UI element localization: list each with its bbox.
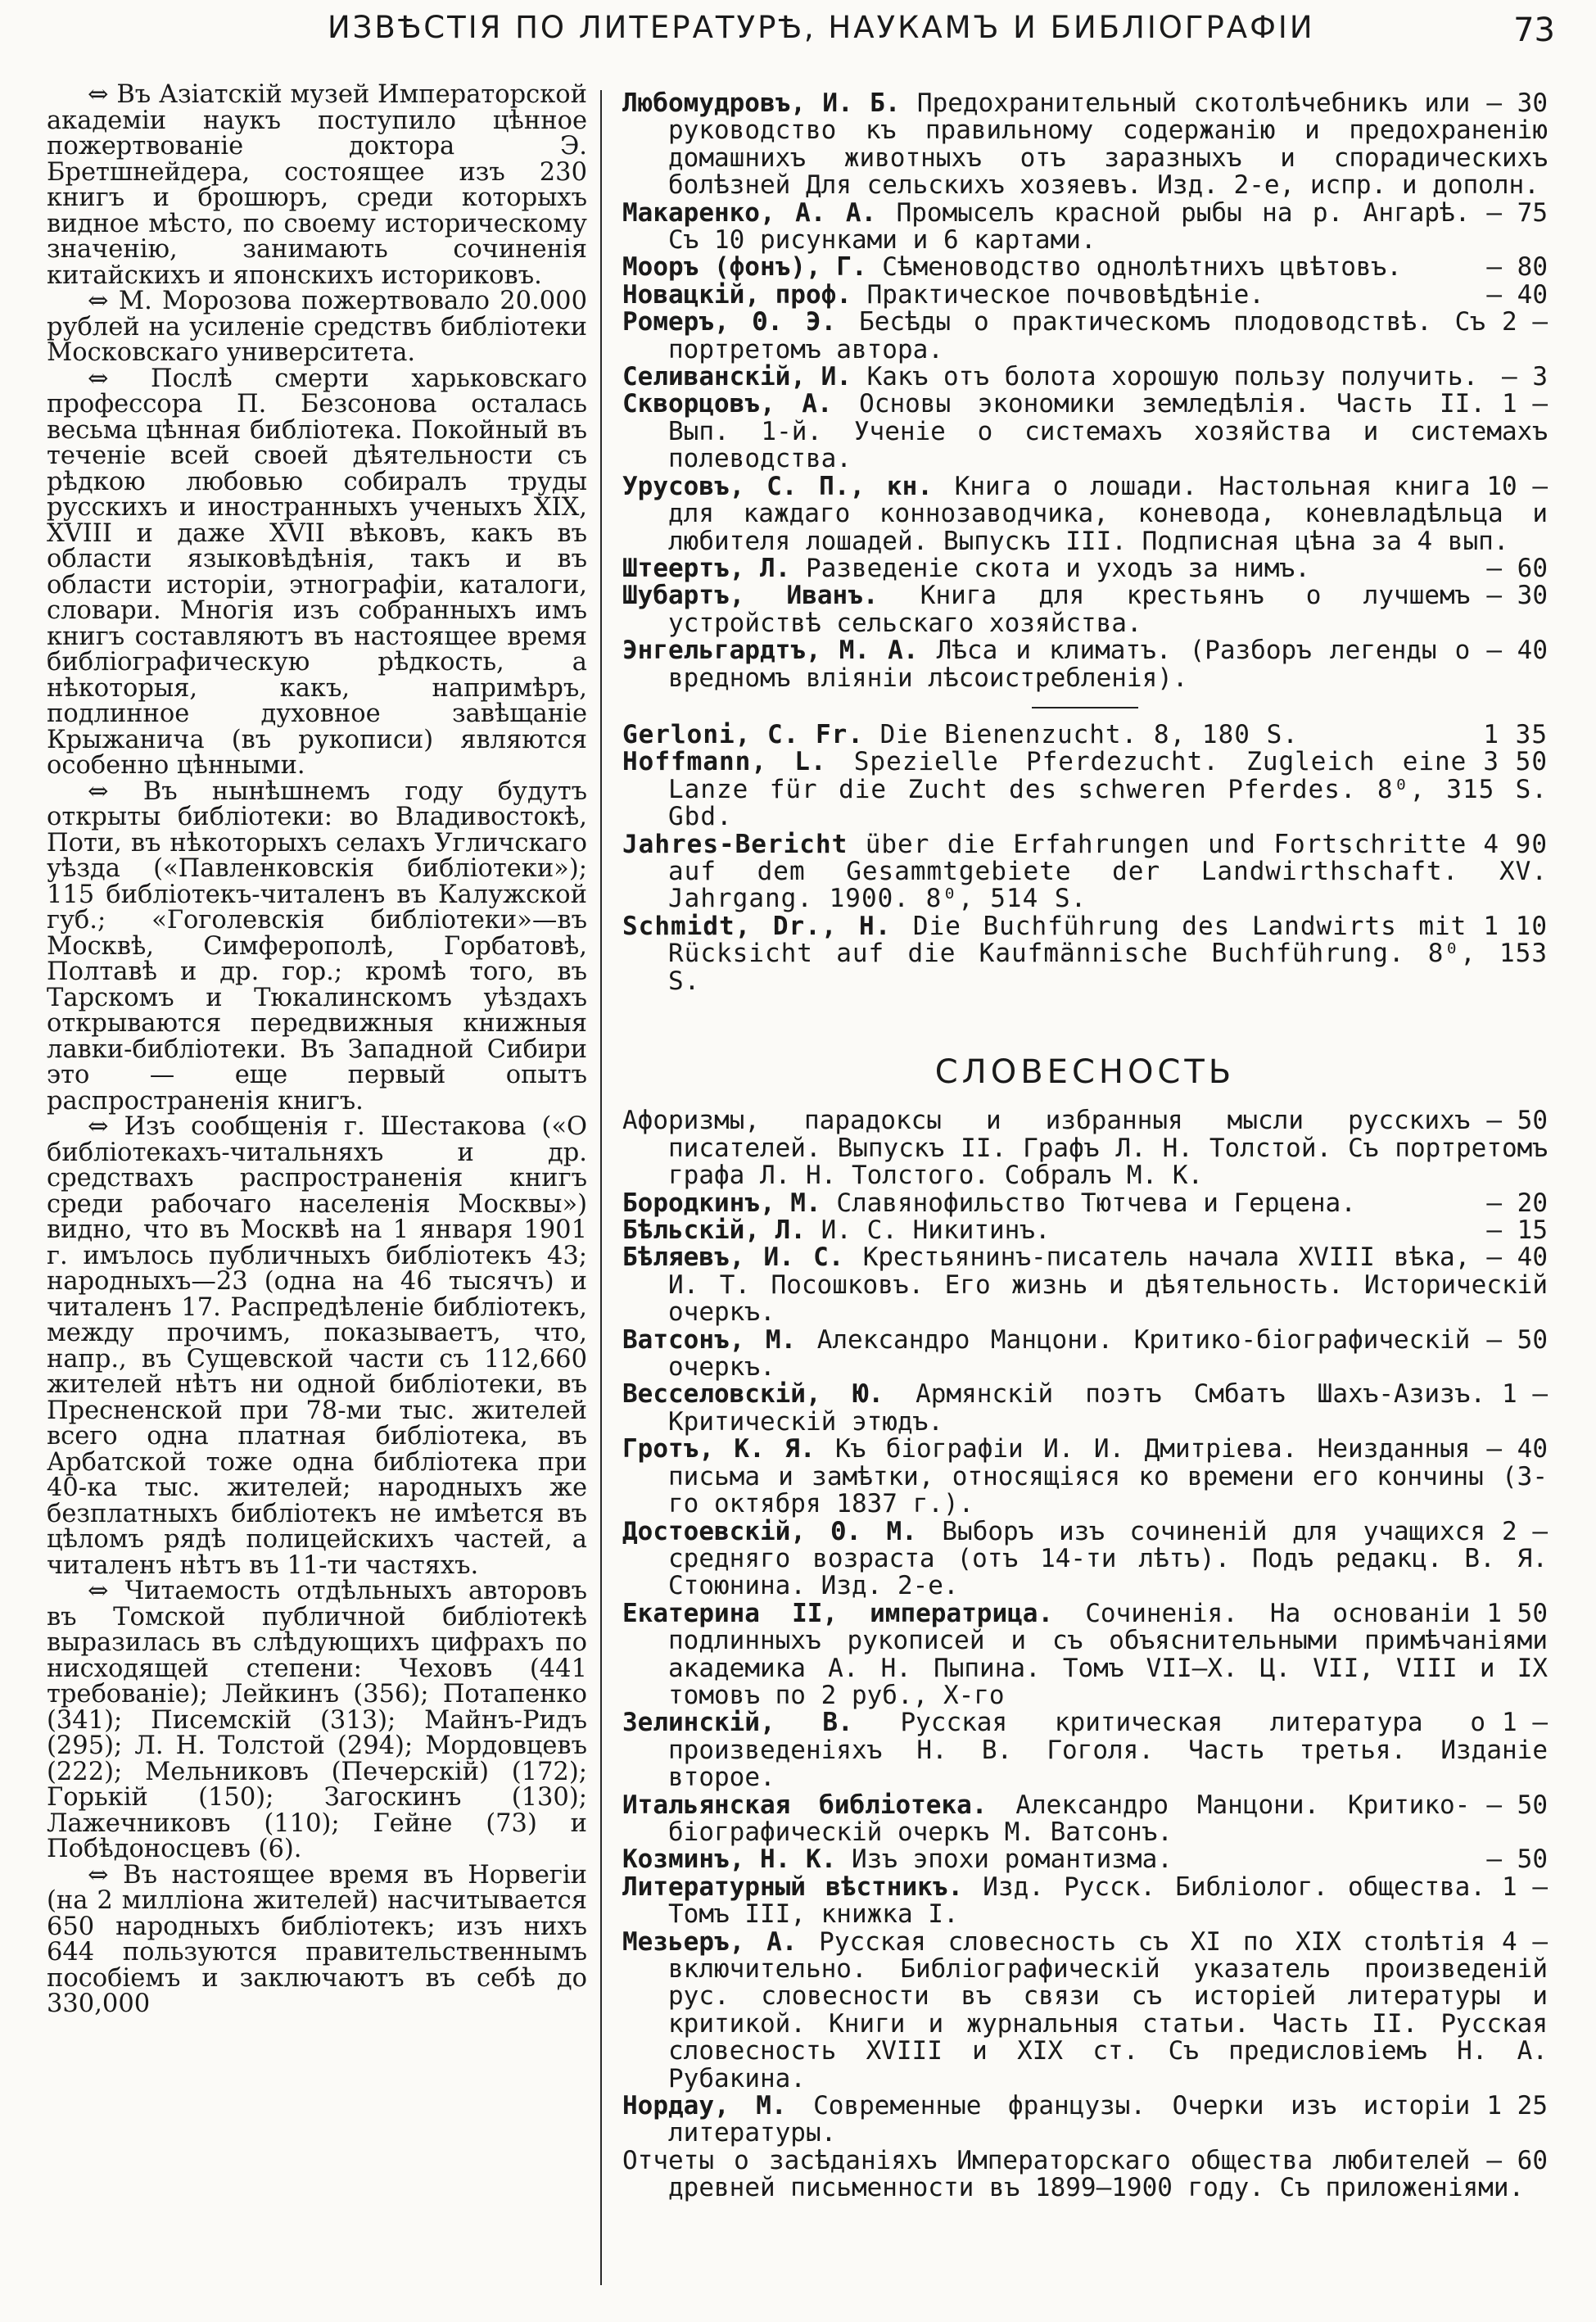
bibliography-entry	[622, 637, 1548, 692]
news-paragraph: ⇔ М. Морозова пожертвовало 20.000 рублей на усиленіе средствъ библіотеки Московскаго университета.	[47, 287, 587, 367]
entry-text: Изъ эпохи романтизма.	[851, 1844, 1173, 1875]
entry-text: Александро Манцони. Критико-біографическій очеркъ.	[668, 1324, 1471, 1383]
bibliography-entry	[622, 1436, 1548, 1518]
entry-price: — 60	[1486, 2145, 1548, 2175]
entry-author: Селиванскій, И.	[622, 362, 852, 392]
entry-price: — 40	[1486, 636, 1548, 666]
section-heading: СЛОВЕСНОСТЬ	[934, 1053, 1236, 1091]
entry-price: — 50	[1486, 1106, 1548, 1136]
entry-author: Скворцовъ, А.	[622, 389, 833, 419]
entry-text: Практическое почвовѣдѣніе.	[866, 279, 1264, 310]
bibliography-entry	[622, 279, 1548, 310]
entry-price: 4 —	[1502, 1926, 1548, 1957]
bibliography-entry	[622, 1381, 1548, 1436]
bibliography-entry	[622, 2093, 1548, 2148]
entry-text: Какъ отъ болота хорошую пользу получить.	[866, 362, 1479, 392]
entry-text: Выборъ изъ сочиненій для учащихся средняго возраста (отъ 14-ти лѣтъ). Подъ редакц. В. Я. Стоюнина. Изд. 2-е.	[668, 1516, 1548, 1601]
entry-price: 1 —	[1502, 1872, 1548, 1902]
entry-text: Основы экономики земледѣлія. Часть II. Вып. 1-й. Ученіе о системахъ хозяйства и системахъ полеводства.	[668, 389, 1548, 474]
news-paragraph: ⇔ Въ Азіатскій музей Императорской академіи наукъ поступило цѣнное пожертвованіе доктора Э. Бретшнейдера, состоящее изъ 230 книгъ и брошюръ, среди которыхъ видное мѣсто, по своему историческому значенію, занимають сочиненія китайскихъ и японскихъ историковъ.	[47, 80, 587, 290]
entry-text: Армянскій поэтъ Смбатъ Шахъ-Азизъ. Критическій этюдъ.	[668, 1379, 1485, 1437]
entry-price: — 30	[1486, 88, 1548, 118]
entry-text: Сочиненія. На основаніи подлинныхъ рукописей и съ объяснительными примѣчаніями академика А. Н. Пыпина. Томъ VII—X. Ц. VII, VIII и IX томовъ по 2 руб., X-го	[668, 1598, 1548, 1710]
bibliography-entry	[622, 90, 1548, 200]
entry-author: Литературный вѣстникъ.	[622, 1872, 964, 1902]
entry-text: И. С. Никитинъ.	[821, 1215, 1051, 1246]
entry-price: 10 —	[1486, 471, 1548, 501]
entry-price: 1 —	[1502, 1708, 1548, 1738]
entry-text: Промыселъ красной рыбы на р. Ангарѣ. Съ 10 рисунками и 6 картами.	[668, 197, 1471, 256]
entry-text: Лѣса и климатъ. (Разборъ легенды о вредномъ вліяніи лѣсоистребленія).	[668, 636, 1471, 693]
entry-text: Бесѣды о практическомъ плодоводствѣ. Съ портретомъ автора.	[668, 307, 1485, 364]
news-paragraph: ⇔ Въ нынѣшнемъ году будутъ открыты библіотеки: во Владивостокѣ, Поти, въ нѣкоторыхъ селахъ Угличскаго уѣзда («Павленковскія библіотеки»); 115 библіотекъ-читаленъ въ Калужской губ.; «Гоголевскія библіотеки»—въ Москвѣ, Симферополѣ, Горбатовѣ, Полтавѣ и др. гор.; кромѣ того, въ Тарскомъ и Тюкалинскомъ уѣздахъ открываются передвижныя книжныя лавки-библіотеки. Въ Западной Сибири это — еще первый опытъ распространенія книгъ.	[47, 776, 587, 1116]
bibliography-entry	[622, 2145, 1548, 2203]
entry-text: Die Buchführung des Landwirts mit Rücksicht auf die Kaufmännische Buchführung. 8⁰, 153 S.	[668, 911, 1548, 996]
entry-author: Козминъ, Н. К.	[622, 1844, 837, 1875]
entry-price: 1 50	[1486, 1598, 1548, 1628]
entry-author: Гротъ, К. Я.	[622, 1434, 816, 1464]
entry-author: Schmidt, Dr., H.	[622, 911, 892, 941]
bibliography-entry	[622, 1516, 1548, 1601]
entry-price: — 15	[1486, 1215, 1548, 1246]
entry-price: 2 —	[1502, 1516, 1548, 1546]
entry-author: Ватсонъ, М.	[622, 1324, 797, 1355]
entry-text: Къ біографіи И. И. Дмитріева. Неизданныя письма и замѣтки, относящіяся ко времени его кончины (3-го октября 1837 г.).	[668, 1434, 1548, 1519]
column-divider	[600, 90, 602, 2285]
entry-author: Мезьеръ, А.	[622, 1926, 798, 1957]
entry-price: — 20	[1486, 1188, 1548, 1218]
bibliography-entry	[622, 1244, 1548, 1326]
bibliography-entry	[622, 1709, 1548, 1791]
news-paragraph: ⇔ Читаемость отдѣльныхъ авторовъ въ Томской публичной библіотекѣ выразилась въ слѣдующихъ цифрахъ по нисходящей степени: Чеховъ (441 требованіе); Лейкинъ (356); Потапенко (341); Писемскій (313); Майнъ-Ридъ (295); Л. Н. Толстой (294); Мордовцевъ (222); Мельниковъ (Печерскій) (172); Горькій (150); Загоскинъ (130); Лажечниковъ (110); Гейне (73) и Побѣдоносцевъ (6).	[47, 1577, 587, 1863]
entry-price: — 30	[1486, 581, 1548, 611]
bibliography-entry	[622, 913, 1548, 995]
entry-text: Славянофильство Тютчева и Герцена.	[836, 1188, 1356, 1218]
entry-author: Екатерина II, императрица.	[622, 1598, 1054, 1628]
bibliography-entry	[622, 555, 1548, 582]
entry-author: Макаренко, А. А.	[622, 197, 877, 228]
bibliography-entry	[622, 749, 1548, 831]
section-rule	[1032, 707, 1138, 708]
entry-price: — 50	[1486, 1844, 1548, 1875]
entry-price: 1 35	[1483, 719, 1548, 749]
entry-price: 1 —	[1502, 389, 1548, 419]
entry-price: — 3	[1502, 362, 1548, 392]
bibliography-entry	[622, 1324, 1548, 1383]
page-header	[16, 5, 1580, 54]
entry-price: — 80	[1486, 252, 1548, 283]
entry-price: — 40	[1486, 1242, 1548, 1273]
bibliography-entry	[622, 1874, 1548, 1929]
entry-text: Предохранительный скотолѣчебникъ или руководство къ правильному содержанію и предохраненію домашнихъ животныхъ отъ заразныхъ и спорадическихъ болѣзней Для сельскихъ хозяевъ. Изд. 2-е, испр. и дополн.	[668, 88, 1548, 201]
entry-author: Мооръ (фонъ), Г.	[622, 252, 867, 283]
bibliography-entry	[622, 1217, 1548, 1244]
entry-text: Die Bienenzucht. 8, 180 S.	[879, 719, 1299, 749]
right-column	[622, 90, 1548, 2202]
bibliography-foreign-list	[622, 719, 1548, 996]
entry-price: 4 90	[1483, 829, 1548, 859]
entry-text: Александро Манцони. Критико-біографическій очеркъ М. Ватсонъ.	[668, 1790, 1471, 1847]
entry-author: Достоевскій, Θ. М.	[622, 1516, 917, 1546]
page-number: 73	[1513, 11, 1555, 49]
entry-author: Весселовскій, Ю.	[622, 1379, 884, 1410]
bibliography-russian-list	[622, 90, 1548, 692]
bibliography-entry	[622, 1926, 1548, 2093]
entry-price: 1 25	[1486, 2091, 1548, 2121]
bibliography-entry	[622, 254, 1548, 281]
entry-author: Зелинскій, В.	[622, 1708, 853, 1738]
entry-author: Бѣляевъ, И. С.	[622, 1242, 844, 1273]
entry-author: Gerloni, C. Fr.	[622, 719, 864, 749]
entry-text: Современные французы. Очерки изъ исторіи литературы.	[668, 2091, 1471, 2148]
left-column	[47, 82, 587, 2017]
entry-author: Любомудровъ, И. Б.	[622, 88, 901, 118]
bibliography-entry	[622, 1190, 1548, 1217]
entry-author: Энгельгардтъ, М. А.	[622, 636, 919, 666]
entry-price: — 40	[1486, 1434, 1548, 1464]
entry-text: über die Erfahrungen und Fortschritte auf dem Gesammtgebiete der Landwirthschaft. XV. Jahrgang. 1900. 8⁰, 514 S.	[668, 829, 1548, 914]
bibliography-literature-list	[622, 1107, 1548, 2202]
entry-author: Шубартъ, Иванъ.	[622, 581, 879, 611]
entry-text: Изд. Русск. Библіолог. общества. Томъ III, книжка I.	[668, 1872, 1486, 1930]
entry-price: — 50	[1486, 1790, 1548, 1820]
entry-author: Бородкинъ, М.	[622, 1188, 821, 1218]
entry-text: Книга для крестьянъ о лучшемъ устройствѣ сельскаго хозяйства.	[668, 581, 1471, 638]
entry-author: Нордау, М.	[622, 2091, 787, 2121]
entry-price: — 75	[1486, 197, 1548, 228]
bibliography-entry	[622, 1846, 1548, 1873]
entry-price: — 60	[1486, 553, 1548, 583]
entry-author: Ромеръ, Θ. Э.	[622, 307, 837, 337]
bibliography-entry	[622, 364, 1548, 391]
entry-author: Урусовъ, С. П., кн.	[622, 471, 933, 501]
bibliography-entry	[622, 391, 1548, 473]
entry-price: 1 10	[1483, 911, 1548, 941]
entry-author: Новацкій, проф.	[622, 279, 852, 310]
bibliography-entry	[622, 309, 1548, 364]
entry-text: Сѣменоводство однолѣтнихъ цвѣтовъ.	[882, 252, 1402, 283]
entry-author: Hoffmann, L.	[622, 747, 827, 777]
entry-price: — 50	[1486, 1324, 1548, 1355]
bibliography-entry	[622, 831, 1548, 913]
bibliography-entry	[622, 1600, 1548, 1710]
entry-text: Афоризмы, парадоксы и избранныя мысли русскихъ писателей. Выпускъ II. Графъ Л. Н. Толстой. Съ портретомъ графа Л. Н. Толстого. Собралъ М. К.	[622, 1106, 1548, 1191]
entry-text: Отчеты о засѣданіяхъ Императорскаго общества любителей древней письменности въ 1899—1900 году. Съ приложеніями.	[622, 2145, 1525, 2203]
entry-author: Jahres-Bericht	[622, 829, 848, 859]
entry-text: Крестьянинъ-писатель начала XVIII вѣка, И. Т. Посошковъ. Его жизнь и дѣятельность. Историческій очеркъ.	[668, 1242, 1548, 1328]
entry-author: Штеертъ, Л.	[622, 553, 791, 583]
entry-author: Итальянская библіотека.	[622, 1790, 988, 1820]
entry-author: Бѣльскій, Л.	[622, 1215, 806, 1246]
entry-price: 2 —	[1502, 307, 1548, 337]
entry-price: 1 —	[1502, 1379, 1548, 1410]
entry-text: Книга о лошади. Настольная книга для каждаго коннозаводчика, коневода, коневладѣльца и любителя лошадей. Выпускъ III. Подписная цѣна за 4 вып.	[668, 471, 1548, 556]
entry-text: Русская словесность съ XI по XIX столѣтія включительно. Библіографическій указатель произведеній рус. словесности въ связи съ исторіей литературы и критикой. Книги и журнальныя статьи. Часть II. Русская словесность XVIII и XIX ст. Съ предисловіемъ Н. А. Рубакина.	[668, 1926, 1548, 2093]
bibliography-entry	[622, 197, 1548, 256]
bibliography-entry	[622, 473, 1548, 555]
running-title: ИЗВѢСТІЯ ПО ЛИТЕРАТУРѢ, НАУКАМЪ И БИБЛІОГРАФІИ	[328, 10, 1315, 45]
bibliography-entry	[622, 1792, 1548, 1847]
entry-text: Русская критическая литература о произведеніяхъ Н. В. Гоголя. Часть третья. Изданіе второе.	[668, 1708, 1548, 1793]
entry-price: — 40	[1486, 279, 1548, 310]
news-paragraph: ⇔ Въ настоящее время въ Норвегіи (на 2 милліона жителей) насчитывается 650 народныхъ библіотекъ; изъ нихъ 644 пользуются правительственнымъ пособіемъ и заключаютъ въ себѣ до 330,000	[47, 1860, 587, 2018]
news-paragraph: ⇔ Послѣ смерти харьковскаго профессора П. Безсонова осталась весьма цѣнная библіотека. Покойный въ теченіе всей своей дѣятельности съ рѣдкою любовью собиралъ труды русскихъ и иностранныхъ ученыхъ XIX, XVIII и даже XVII вѣковъ, какъ въ области языковѣдѣнія, такъ и въ области исторіи, этнографіи, каталоги, словари. Многія изъ собранныхъ имъ книгъ составляютъ въ настоящее время библіографическую рѣдкость, а нѣкоторыя, какъ, напримѣръ, подлинное духовное завѣщаніе Крыжанича (въ рукописи) являются особенно цѣнными.	[47, 364, 587, 780]
bibliography-entry	[622, 1107, 1548, 1189]
entry-price: 3 50	[1483, 747, 1548, 777]
entry-text: Разведеніе скота и уходъ за нимъ.	[805, 553, 1310, 583]
entry-text: Spezielle Pferdezucht. Zugleich eine Lanze für die Zucht des schweren Pferdes. 8⁰, 315 S. Gbd.	[668, 747, 1548, 832]
news-paragraph: ⇔ Изъ сообщенія г. Шестакова («О библіотекахъ-читальняхъ и др. средствахъ распространенія книгъ среди рабочаго населенія Москвы») видно, что въ Москвѣ на 1 января 1901 г. имълось публичныхъ библіотекъ 43; народныхъ—23 (одна на 46 тысячъ) и читаленъ 17. Распредѣленіе библіотекъ, между прочимъ, показываетъ, что, напр., въ Сущевской части съ 112,660 жителей нѣтъ ни одной библіотеки, въ Пресненской при 78-ми тыс. жителей всего одна платная библіотека, въ Арбатской тоже одна библіотека при 40-ка тыс. жителей; народныхъ же безплатныхъ библіотекъ не имѣется въ цѣломъ рядѣ полицейскихъ частей, а читаленъ нѣтъ въ 11-ти частяхъ.	[47, 1112, 587, 1580]
bibliography-entry	[622, 582, 1548, 637]
bibliography-entry	[622, 719, 1548, 749]
